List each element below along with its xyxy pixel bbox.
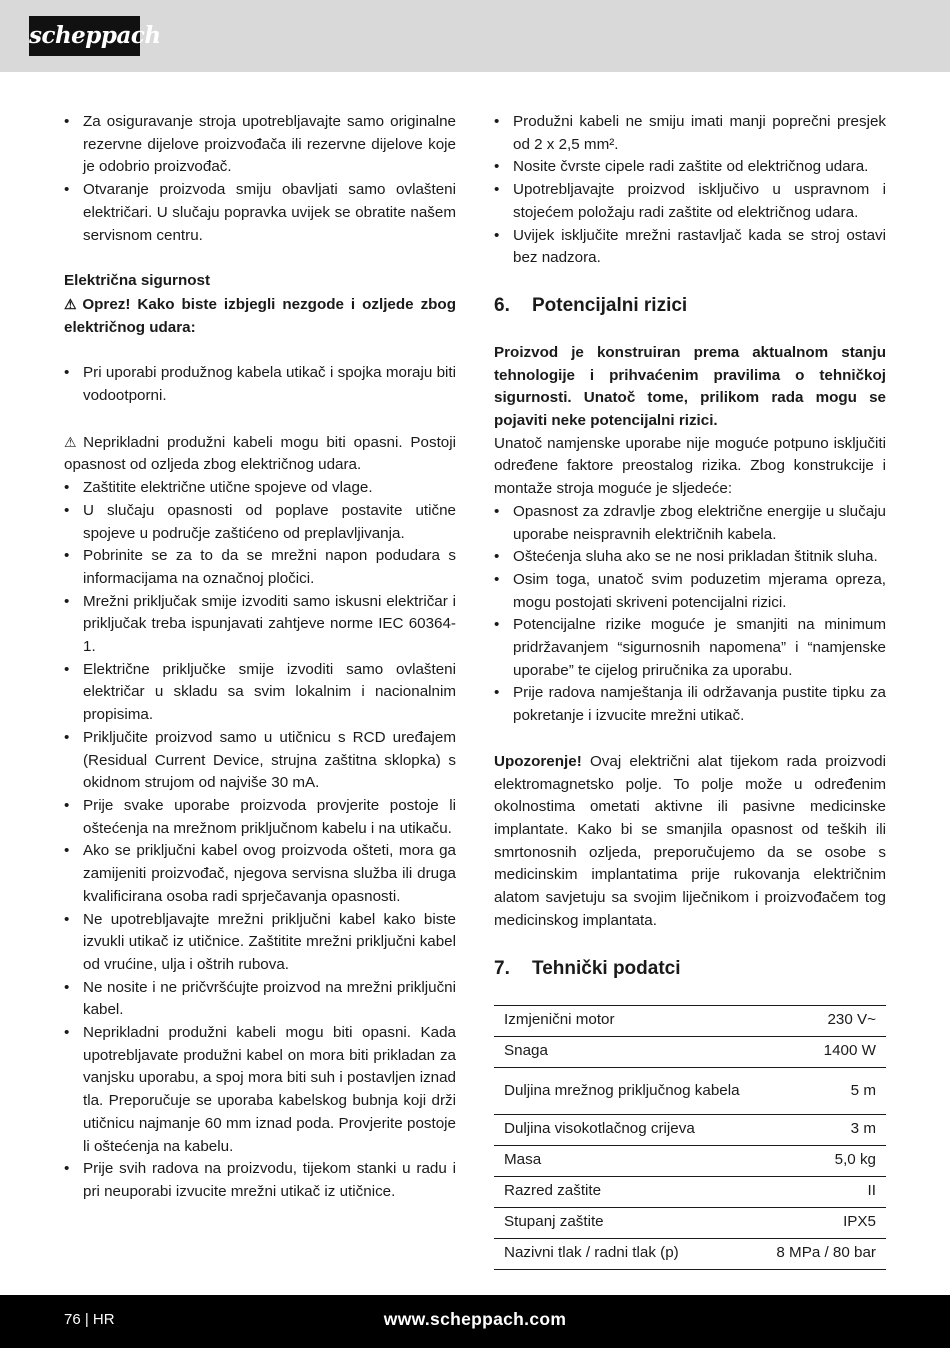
list-item: • Prije radova namještanja ili održavanja pustite tipku za pokretanje i izvucite mrežni utikač. (494, 682, 886, 727)
section-title: Potencijalni rizici (532, 294, 688, 316)
spec-label: Duljina mrežnog priključnog kabela (494, 1067, 761, 1114)
spec-label: Snaga (494, 1036, 761, 1067)
table-row (494, 1238, 886, 1269)
warning-triangle-icon: ⚠ (64, 295, 80, 312)
table-row (494, 1067, 886, 1114)
spec-label: Masa (494, 1145, 761, 1176)
right-top-bullets (494, 111, 886, 270)
page-footer (0, 1295, 950, 1348)
page-header (0, 0, 950, 72)
list-item: • Neprikladni produžni kabeli mogu biti opasni. Kada upotrebljavate produžni kabel on mora biti prikladan za vanjsku uporabu, a spoj mora biti suh i postavljen iznad tla. Preporučuje se uporaba kabelskog bubnja koji drži utičnicu najmanje 60 mm iznad poda. Provjerite postoje li oštećenja na kabelu. (64, 1022, 456, 1158)
list-item: • Ne nosite i ne pričvršćujte proizvod na mrežni priključni kabel. (64, 977, 456, 1022)
table-row (494, 1005, 886, 1036)
extension-bullets (64, 362, 456, 407)
page-number-value: 76 (64, 1311, 81, 1328)
spec-value: 5,0 kg (761, 1145, 886, 1176)
scheppach-logo: scheppach (29, 16, 140, 56)
list-item: • Nosite čvrste cipele radi zaštite od električnog udara. (494, 156, 886, 179)
warning-text: Neprikladni produžni kabeli mogu biti opasni. Postoji opasnost od ozljeda zbog električnog udara. (64, 433, 456, 474)
list-item: • Prije svake uporabe proizvoda provjerite postoje li oštećenja na mrežnom priključnom kabelu i na utikaču. (64, 795, 456, 840)
list-item: • Zaštitite električne utične spojeve od vlage. (64, 477, 456, 500)
spec-value: IPX5 (761, 1207, 886, 1238)
table-row (494, 1207, 886, 1238)
left-top-bullets (64, 111, 456, 247)
spec-label: Duljina visokotlačnog crijeva (494, 1114, 761, 1145)
list-item: • Potencijalne rizike moguće je smanjiti na minimum pridržavanjem “sigurnosnih napomena” i “namjenske uporabe” te cijelog priručnika za uporabu. (494, 614, 886, 682)
emf-warning-paragraph (494, 751, 886, 933)
list-item: • Uvijek isključite mrežni rastavljač kada se stroj ostavi bez nadzora. (494, 225, 886, 270)
list-item: • Pri uporabi produžnog kabela utikač i spojka moraju biti vodootporni. (64, 362, 456, 407)
section-number: 7. (494, 957, 510, 979)
list-item: • Ne upotrebljavajte mrežni priključni kabel kako biste izvukli utikač iz utičnice. Zaštitite mrežni priključni kabel od vrućine, ulja i oštrih rubova. (64, 909, 456, 977)
risks-bullets (494, 501, 886, 728)
page-number: 76 | HR (64, 1311, 115, 1328)
list-item: • Za osiguravanje stroja upotrebljavajte samo originalne rezervne dijelove proizvođača ili rezervne dijelove koje je odobrio proizvođač. (64, 111, 456, 179)
table-row (494, 1036, 886, 1067)
risks-intro-text: Unatoč namjenske uporabe nije moguće potpuno isključiti određene faktore preostalog rizika. Zbog konstrukcije i montaže stroja moguće je sljedeće: (494, 434, 886, 498)
list-item: • U slučaju opasnosti od poplave postavite utične spojeve u područje zaštićeno od preplavljivanja. (64, 500, 456, 545)
table-row (494, 1176, 886, 1207)
right-column (494, 111, 886, 1270)
list-item: • Oštećenja sluha ako se ne nosi prikladan štitnik sluha. (494, 546, 886, 569)
spec-label: Razred zaštite (494, 1176, 761, 1207)
section-number: 6. (494, 294, 510, 316)
caution-text: Oprez! Kako biste izbjegli nezgode i ozljede zbog električnog udara: (64, 295, 456, 336)
spec-value: 5 m (761, 1067, 886, 1114)
language-code: HR (92, 1311, 115, 1328)
technical-data-table (494, 1005, 886, 1270)
section-title: Tehnički podatci (532, 957, 681, 979)
spec-value: 3 m (761, 1114, 886, 1145)
spec-value: 1400 W (761, 1036, 886, 1067)
list-item: • Upotrebljavajte proizvod isključivo u uspravnom i stojećem položaju radi zaštite od električnog udara. (494, 179, 886, 224)
warning-triangle-icon: ⚠ (64, 433, 81, 450)
list-item: • Prije svih radova na proizvodu, tijekom stanki u radu i pri neuporabi izvucite mrežni utikač iz utičnice. (64, 1158, 456, 1203)
website-url: www.scheppach.com (383, 1309, 567, 1329)
list-item: • Električne priključke smije izvoditi samo ovlašteni električar u skladu sa svim lokalnim i nacionalnim propisima. (64, 659, 456, 727)
left-column (64, 111, 456, 1204)
list-item: • Opasnost za zdravlje zbog električne energije u slučaju uporabe neispravnih električnih kabela. (494, 501, 886, 546)
warning-body: Ovaj električni alat tijekom rada proizvodi elektromagnetsko polje. To polje može u određenim okolnostima ometati aktivne ili pasivne medicinske implantate. Kako bi se smanjila opasnost od teških ili smrtonosnih ozljeda, preporučujemo da se osobe s medicinskim implantatima prije rukovanja električnim alatom savjetuju sa svojim liječnikom i proizvođačem tog medicinskog implantata. (494, 752, 886, 929)
list-item: • Otvaranje proizvoda smiju obavljati samo ovlašteni električari. U slučaju popravka uvijek se obratite našem servisnom centru. (64, 179, 456, 247)
list-item: • Priključite proizvod samo u utičnicu s RCD uređajem (Residual Current Device, strujna zaštitna sklopka) s okidnom strujom od najviše 30 mA. (64, 727, 456, 795)
left-main-bullets (64, 477, 456, 1204)
list-item: • Osim toga, unatoč svim poduzetim mjerama opreza, mogu postojati skriveni potencijalni rizici. (494, 569, 886, 614)
spec-value: II (761, 1176, 886, 1207)
list-item: • Produžni kabeli ne smiju imati manji poprečni presjek od 2 x 2,5 mm². (494, 111, 886, 156)
warning-label: Upozorenje! (494, 752, 582, 770)
spec-label: Stupanj zaštite (494, 1207, 761, 1238)
list-item: • Pobrinite se za to da se mrežni napon podudara s informacijama na označnoj pločici. (64, 545, 456, 590)
caution-paragraph (64, 293, 456, 339)
risks-intro-bold: Proizvod je konstruiran prema aktualnom stanju tehnologije i prihvaćenim pravilima o tehničkoj sigurnosti. Unatoč tome, prilikom rada mogu se pojaviti neke potencijalni rizici. (494, 343, 886, 430)
section-6-heading (494, 293, 886, 319)
list-item: • Ako se priključni kabel ovog proizvoda ošteti, mora ga zamijeniti proizvođač, njegova servisna služba ili druga kvalificirana osoba radi sprječavanja opasnosti. (64, 840, 456, 908)
spec-value: 230 V~ (761, 1005, 886, 1036)
warning-paragraph (64, 431, 456, 477)
spec-label: Nazivni tlak / radni tlak (p) (494, 1238, 761, 1269)
table-row (494, 1145, 886, 1176)
section-7-heading (494, 956, 886, 982)
electrical-safety-heading: Električna sigurnost (64, 272, 211, 290)
table-row (494, 1114, 886, 1145)
list-item: • Mrežni priključak smije izvoditi samo iskusni električar i priključak treba ispunjavati zahtjeve norme IEC 60364-1. (64, 591, 456, 659)
spec-value: 8 MPa / 80 bar (761, 1238, 886, 1269)
spec-label: Izmjenični motor (494, 1005, 761, 1036)
